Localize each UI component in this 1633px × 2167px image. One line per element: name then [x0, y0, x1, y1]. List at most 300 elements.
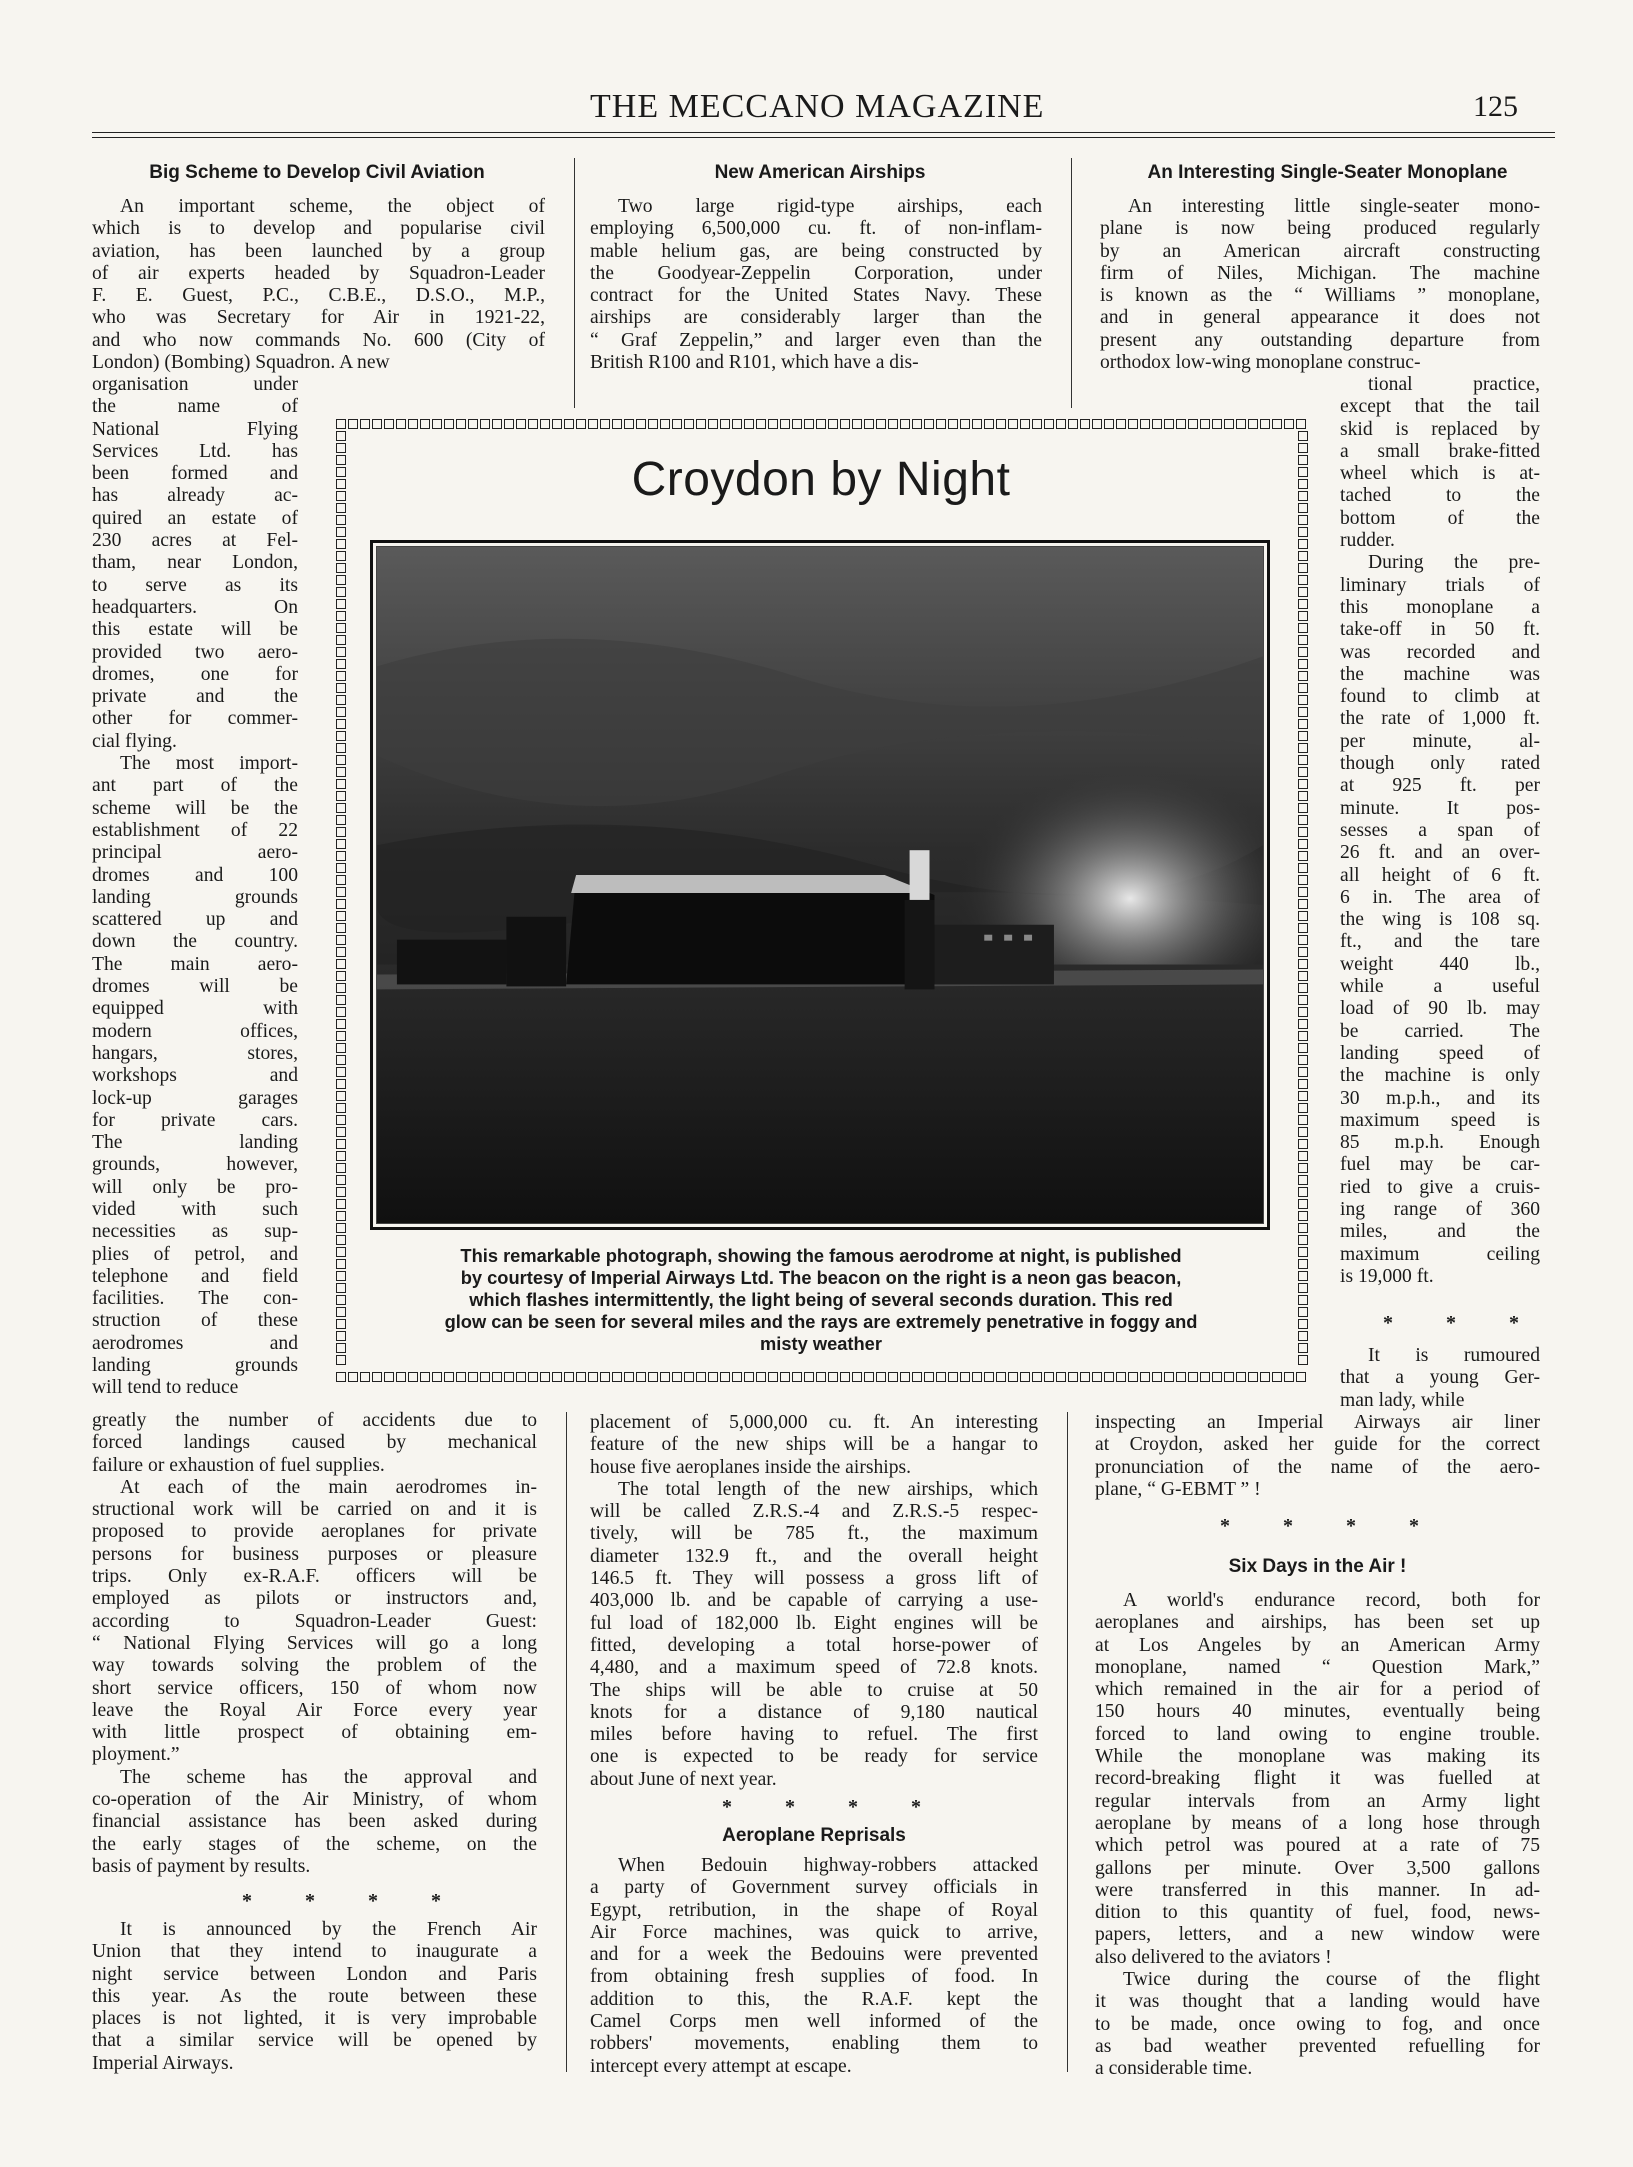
text-line: F. E. Guest, P.C., C.B.E., D.S.O., M.P., [92, 285, 545, 307]
text-line: robbers' movements, enabling them to [590, 2033, 1038, 2055]
frame-square [1188, 1372, 1198, 1382]
text-line: way towards solving the problem of the [92, 1655, 537, 1677]
text-line: necessities as sup- [92, 1221, 298, 1243]
frame-square [1298, 1235, 1308, 1245]
page-number: 125 [1473, 90, 1518, 123]
frame-square [336, 887, 346, 897]
frame-square [1298, 791, 1308, 801]
text-line: proposed to provide aeroplanes for private [92, 1521, 537, 1543]
frame-square [336, 1139, 346, 1149]
text-line: workshops and [92, 1065, 298, 1087]
text-line: were transferred in this manner. In ad- [1095, 1879, 1540, 1901]
text-line: Twice during the course of the flight [1123, 1969, 1540, 1991]
frame-square [336, 1067, 346, 1077]
frame-square [336, 731, 346, 741]
text-line: During the pre- [1368, 552, 1540, 574]
article-french-air-union [92, 1919, 537, 2075]
frame-square [1298, 515, 1308, 525]
article-monoplane-narrow [1340, 374, 1540, 1288]
text-line: National Flying [92, 418, 298, 440]
frame-square [1008, 419, 1018, 429]
text-line: trips. Only ex-R.A.F. officers will be [92, 1566, 537, 1588]
frame-square [336, 527, 346, 537]
text-line: When Bedouin highway-robbers attacked [618, 1855, 1038, 1876]
text-line: skid is replaced by [1340, 418, 1540, 440]
frame-square [720, 419, 730, 429]
text-line: 403,000 lb. and be capable of carrying a use- [590, 1590, 1038, 1612]
caption-line: misty weather [760, 1333, 882, 1354]
frame-square [1298, 995, 1308, 1005]
frame-square [972, 419, 982, 429]
frame-square [336, 1235, 346, 1245]
frame-square [336, 815, 346, 825]
frame-square [1298, 1283, 1308, 1293]
frame-border-top [336, 417, 1310, 431]
frame-square [756, 1372, 766, 1382]
frame-square [372, 1372, 382, 1382]
heading-single-seater: An Interesting Single-Seater Monoplane [1147, 162, 1508, 183]
frame-square [408, 1372, 418, 1382]
frame-square [1298, 863, 1308, 873]
text-line: that a similar service will be opened by [92, 2030, 537, 2052]
caption-line: by courtesy of Imperial Airways Ltd. The beacon on the right is a neon gas beacon, [460, 1267, 1182, 1288]
frame-square [336, 1283, 346, 1293]
heading-aeroplane-reprisals: Aeroplane Reprisals [722, 1825, 906, 1846]
text-line: facilities. The con- [92, 1288, 298, 1310]
frame-square [1298, 755, 1308, 765]
frame-square [336, 827, 346, 837]
frame-square [336, 1031, 346, 1041]
text-line: cial flying. [92, 730, 177, 752]
text-line: sesses a span of [1340, 819, 1540, 841]
frame-square [1298, 923, 1308, 933]
frame-square [612, 1372, 622, 1382]
frame-square [504, 1372, 514, 1382]
text-line: failure or exhaustion of fuel supplies. [92, 1454, 385, 1476]
frame-square [816, 1372, 826, 1382]
frame-square [336, 1127, 346, 1137]
frame-square [600, 419, 610, 429]
frame-square [900, 419, 910, 429]
frame-square [1164, 1372, 1174, 1382]
article-rumour-narrow [1340, 1345, 1540, 1412]
frame-square [336, 863, 346, 873]
frame-square [336, 647, 346, 657]
frame-square [1298, 611, 1308, 621]
text-line: 150 hours 40 minutes, eventually being [1095, 1701, 1540, 1723]
text-line: dromes will be [92, 976, 298, 998]
frame-square [1298, 911, 1308, 921]
text-line: Egypt, retribution, in the shape of Royal [590, 1899, 1038, 1921]
croydon-night-photograph [370, 540, 1270, 1230]
frame-square [780, 419, 790, 429]
frame-square [972, 1372, 982, 1382]
frame-square [420, 419, 430, 429]
frame-square [1200, 1372, 1210, 1382]
frame-square [540, 419, 550, 429]
text-line: tached to the [1340, 485, 1540, 507]
text-line: the name of [92, 396, 298, 418]
frame-square [336, 1187, 346, 1197]
text-line: places is not lighted, it is very improbable [92, 2008, 537, 2030]
frame-square [804, 1372, 814, 1382]
frame-square [1020, 1372, 1030, 1382]
text-line: that a young Ger- [1340, 1367, 1540, 1389]
text-line: to serve as its [92, 574, 298, 596]
text-line: plane is now being produced regularly [1100, 218, 1540, 240]
frame-square [336, 1247, 346, 1257]
text-line: maximum speed is [1340, 1109, 1540, 1131]
text-line: bottom of the [1340, 507, 1540, 529]
frame-square [1298, 1295, 1308, 1305]
text-line: landing grounds [92, 1355, 298, 1377]
frame-square [1298, 1355, 1308, 1365]
frame-square [1298, 899, 1308, 909]
frame-square [1298, 1079, 1308, 1089]
text-line: The most import- [120, 753, 298, 775]
frame-square [1298, 1343, 1308, 1353]
frame-square [1224, 1372, 1234, 1382]
frame-square [492, 1372, 502, 1382]
frame-square [1298, 815, 1308, 825]
frame-square [372, 419, 382, 429]
text-line: scheme will be the [92, 797, 298, 819]
frame-square [1032, 1372, 1042, 1382]
frame-square [1128, 1372, 1138, 1382]
text-line: at Croydon, asked her guide for the correct [1095, 1434, 1540, 1456]
text-line: contract for the United States Navy. These [590, 285, 1042, 307]
text-line: plies of petrol, and [92, 1243, 298, 1265]
text-line: inspecting an Imperial Airways air liner [1095, 1412, 1540, 1433]
text-line: this estate will be [92, 619, 298, 641]
caption-line: This remarkable photograph, showing the famous aerodrome at night, is published [460, 1245, 1182, 1266]
frame-square [336, 959, 346, 969]
article-rumour [1095, 1412, 1540, 1501]
text-line: which remained in the air for a period of [1095, 1679, 1540, 1701]
frame-square [828, 419, 838, 429]
text-line: the machine was [1340, 663, 1540, 685]
text-line: is known as the “ Williams ” monoplane, [1100, 285, 1540, 307]
frame-square [336, 1223, 346, 1233]
frame-square [336, 1259, 346, 1269]
frame-square [1152, 419, 1162, 429]
frame-square [984, 419, 994, 429]
frame-square [684, 419, 694, 429]
frame-square [1298, 1127, 1308, 1137]
frame-square [696, 1372, 706, 1382]
frame-square [528, 1372, 538, 1382]
text-line: aerodromes and [92, 1332, 298, 1354]
text-line: other for commer- [92, 708, 298, 730]
frame-square [336, 575, 346, 585]
frame-square [636, 1372, 646, 1382]
text-line: Imperial Airways. [92, 2052, 234, 2074]
frame-square [1298, 647, 1308, 657]
frame-square [1298, 1211, 1308, 1221]
frame-square [1298, 623, 1308, 633]
text-line: equipped with [92, 998, 298, 1020]
text-line: regular intervals from an Army light [1095, 1790, 1540, 1812]
article-civil-aviation-narrow [92, 374, 298, 1400]
article-monoplane-intro [1100, 196, 1540, 374]
frame-square [744, 1372, 754, 1382]
text-line: feature of the new ships will be a hangar to [590, 1434, 1038, 1456]
frame-square [1298, 1259, 1308, 1269]
frame-square [336, 803, 346, 813]
frame-square [1298, 971, 1308, 981]
frame-square [1298, 1139, 1308, 1149]
article-six-days-in-air [1095, 1590, 1540, 2081]
text-line: landing grounds [92, 886, 298, 908]
text-line: The total length of the new airships, which [618, 1478, 1038, 1500]
frame-square [708, 1372, 718, 1382]
frame-square [336, 1343, 346, 1353]
magazine-masthead: THE MECCANO MAGAZINE [590, 88, 1045, 125]
frame-square [984, 1372, 994, 1382]
text-line: persons for business purposes or pleasure [92, 1543, 537, 1565]
frame-square [768, 419, 778, 429]
frame-square [1152, 1372, 1162, 1382]
frame-square [660, 419, 670, 429]
frame-square [408, 419, 418, 429]
text-line: this monoplane a [1340, 596, 1540, 618]
frame-square [336, 515, 346, 525]
text-line: greatly the number of accidents due to [92, 1410, 537, 1431]
frame-square [336, 1331, 346, 1341]
frame-square [732, 419, 742, 429]
text-line: private and the [92, 686, 298, 708]
text-line: wheel which is at- [1340, 463, 1540, 485]
text-line: provided two aero- [92, 641, 298, 663]
frame-square [1298, 827, 1308, 837]
frame-square [792, 1372, 802, 1382]
text-line: the Goodyear-Zeppelin Corporation, under [590, 262, 1042, 284]
frame-square [564, 419, 574, 429]
frame-square [1296, 1372, 1306, 1382]
text-line: will be called Z.R.S.-4 and Z.R.S.-5 respec- [590, 1501, 1038, 1523]
text-line: employing 6,500,000 cu. ft. of non-inflam- [590, 218, 1042, 240]
frame-square [876, 419, 886, 429]
text-line: all height of 6 ft. [1340, 864, 1540, 886]
frame-square [1298, 1067, 1308, 1077]
text-line: the wing is 108 sq. [1340, 909, 1540, 931]
frame-square [624, 419, 634, 429]
text-line: “ National Flying Services will go a long [92, 1632, 537, 1654]
frame-square [924, 1372, 934, 1382]
frame-square [336, 755, 346, 765]
text-line: will tend to reduce [92, 1377, 239, 1399]
frame-square [936, 1372, 946, 1382]
frame-square [948, 1372, 958, 1382]
frame-square [336, 851, 346, 861]
text-line: been formed and [92, 463, 298, 485]
text-line: dromes and 100 [92, 864, 298, 886]
frame-square [684, 1372, 694, 1382]
text-line: this year. As the route between these [92, 1985, 537, 2007]
text-line: headquarters. On [92, 596, 298, 618]
heading-american-airships: New American Airships [714, 162, 926, 183]
frame-square [1260, 1372, 1270, 1382]
frame-square [1298, 563, 1308, 573]
text-line: “ Graf Zeppelin,” and larger even than the [590, 329, 1042, 351]
text-line: It is announced by the French Air [120, 1919, 537, 1940]
frame-square [336, 875, 346, 885]
frame-square [1298, 731, 1308, 741]
text-line: a small brake-fitted [1340, 440, 1540, 462]
text-line: ft., and the tare [1340, 931, 1540, 953]
frame-square [1236, 419, 1246, 429]
text-line: 30 m.p.h., and its [1340, 1087, 1540, 1109]
frame-square [1298, 767, 1308, 777]
frame-square [1298, 887, 1308, 897]
text-line: financial assistance has been asked during [92, 1811, 537, 1833]
frame-square [336, 1319, 346, 1329]
frame-square [336, 1091, 346, 1101]
text-line: scattered up and [92, 909, 298, 931]
frame-square [1224, 419, 1234, 429]
night-aerodrome-image [377, 547, 1263, 1223]
text-line: addition to this, the R.A.F. kept the [590, 1988, 1038, 2010]
frame-square [336, 671, 346, 681]
frame-square [864, 419, 874, 429]
heading-civil-aviation: Big Scheme to Develop Civil Aviation [149, 162, 485, 183]
header-rule [92, 132, 1555, 133]
frame-square [1140, 419, 1150, 429]
frame-square [1298, 875, 1308, 885]
frame-square [1298, 683, 1308, 693]
frame-square [336, 431, 346, 441]
frame-square [1298, 695, 1308, 705]
frame-square [336, 1163, 346, 1173]
frame-square [888, 1372, 898, 1382]
text-line: vided with such [92, 1198, 298, 1220]
text-line: was recorded and [1340, 641, 1540, 663]
frame-square [468, 419, 478, 429]
frame-square [1298, 635, 1308, 645]
text-line: be carried. The [1340, 1020, 1540, 1042]
frame-square [1298, 959, 1308, 969]
photo-caption [365, 1245, 1277, 1355]
section-separator: * * * [1383, 1312, 1543, 1334]
frame-square [480, 419, 490, 429]
frame-square [1200, 419, 1210, 429]
text-line: orthodox low-wing monoplane construc- [1100, 352, 1421, 374]
frame-square [636, 419, 646, 429]
text-line: is 19,000 ft. [1340, 1265, 1434, 1287]
frame-square [336, 1175, 346, 1185]
frame-square [1298, 551, 1308, 561]
frame-square [336, 1007, 346, 1017]
frame-square [336, 899, 346, 909]
frame-square [696, 419, 706, 429]
frame-square [336, 1199, 346, 1209]
frame-square [528, 419, 538, 429]
frame-square [1298, 1007, 1308, 1017]
frame-square [336, 911, 346, 921]
frame-square [1298, 983, 1308, 993]
frame-square [840, 419, 850, 429]
text-line: except that the tail [1340, 396, 1540, 418]
frame-square [336, 587, 346, 597]
text-line: though only rated [1340, 753, 1540, 775]
frame-square [648, 419, 658, 429]
frame-square [588, 419, 598, 429]
frame-square [1298, 1319, 1308, 1329]
text-line: intercept every attempt at escape. [590, 2055, 852, 2077]
frame-square [336, 683, 346, 693]
text-line: maximum ceiling [1340, 1243, 1540, 1265]
frame-border-left [334, 431, 348, 1371]
frame-square [1298, 527, 1308, 537]
text-line: minute. It pos- [1340, 797, 1540, 819]
frame-square [552, 1372, 562, 1382]
text-line: dition to this quantity of fuel, food, news- [1095, 1902, 1540, 1924]
text-line: ried to give a cruis- [1340, 1176, 1540, 1198]
text-line: ing range of 360 [1340, 1198, 1540, 1220]
text-line: has already ac- [92, 485, 298, 507]
frame-square [948, 419, 958, 429]
text-line: grounds, however, [92, 1154, 298, 1176]
frame-square [396, 419, 406, 429]
frame-square [840, 1372, 850, 1382]
frame-square [1092, 1372, 1102, 1382]
frame-square [336, 635, 346, 645]
text-line: The scheme has the approval and [120, 1766, 537, 1788]
text-line: house five aeroplanes inside the airships. [590, 1456, 912, 1478]
frame-square [1298, 539, 1308, 549]
text-line: which petrol was poured at a rate of 75 [1095, 1835, 1540, 1857]
text-line: rudder. [1340, 530, 1395, 552]
frame-square [336, 1043, 346, 1053]
article-civil-aviation-continued [92, 1410, 537, 1878]
text-line: hangars, stores, [92, 1042, 298, 1064]
text-line: monoplane, named “ Question Mark,” [1095, 1656, 1540, 1678]
frame-square [1298, 851, 1308, 861]
text-line: placement of 5,000,000 cu. ft. An interesting [590, 1412, 1038, 1433]
text-line: by an American aircraft constructing [1100, 240, 1540, 262]
frame-square [552, 419, 562, 429]
text-line: man lady, while [1340, 1389, 1465, 1411]
text-line: fitted, developing a total horse-power of [590, 1634, 1038, 1656]
frame-border-bottom [336, 1370, 1310, 1384]
column-divider [1071, 158, 1072, 408]
text-line: liminary trials of [1340, 574, 1540, 596]
frame-square [1298, 1115, 1308, 1125]
article-airships-continued [590, 1412, 1038, 1791]
text-line: short service officers, 150 of whom now [92, 1677, 537, 1699]
frame-square [384, 419, 394, 429]
frame-square [780, 1372, 790, 1382]
caption-line: which flashes intermittently, the light being of several seconds duration. This red [469, 1289, 1173, 1310]
frame-square [828, 1372, 838, 1382]
column-divider [1067, 1412, 1068, 2072]
text-line: 146.5 ft. They will possess a gross lift of [590, 1568, 1038, 1590]
frame-square [1298, 1019, 1308, 1029]
frame-square [348, 419, 358, 429]
frame-square [1284, 419, 1294, 429]
text-line: take-off in 50 ft. [1340, 619, 1540, 641]
frame-square [336, 1211, 346, 1221]
frame-square [444, 419, 454, 429]
frame-square [1140, 1372, 1150, 1382]
frame-square [516, 1372, 526, 1382]
text-line: principal aero- [92, 842, 298, 864]
frame-square [336, 1151, 346, 1161]
frame-square [1298, 803, 1308, 813]
frame-square [1298, 1031, 1308, 1041]
frame-square [1298, 1223, 1308, 1233]
text-line: lock-up garages [92, 1087, 298, 1109]
